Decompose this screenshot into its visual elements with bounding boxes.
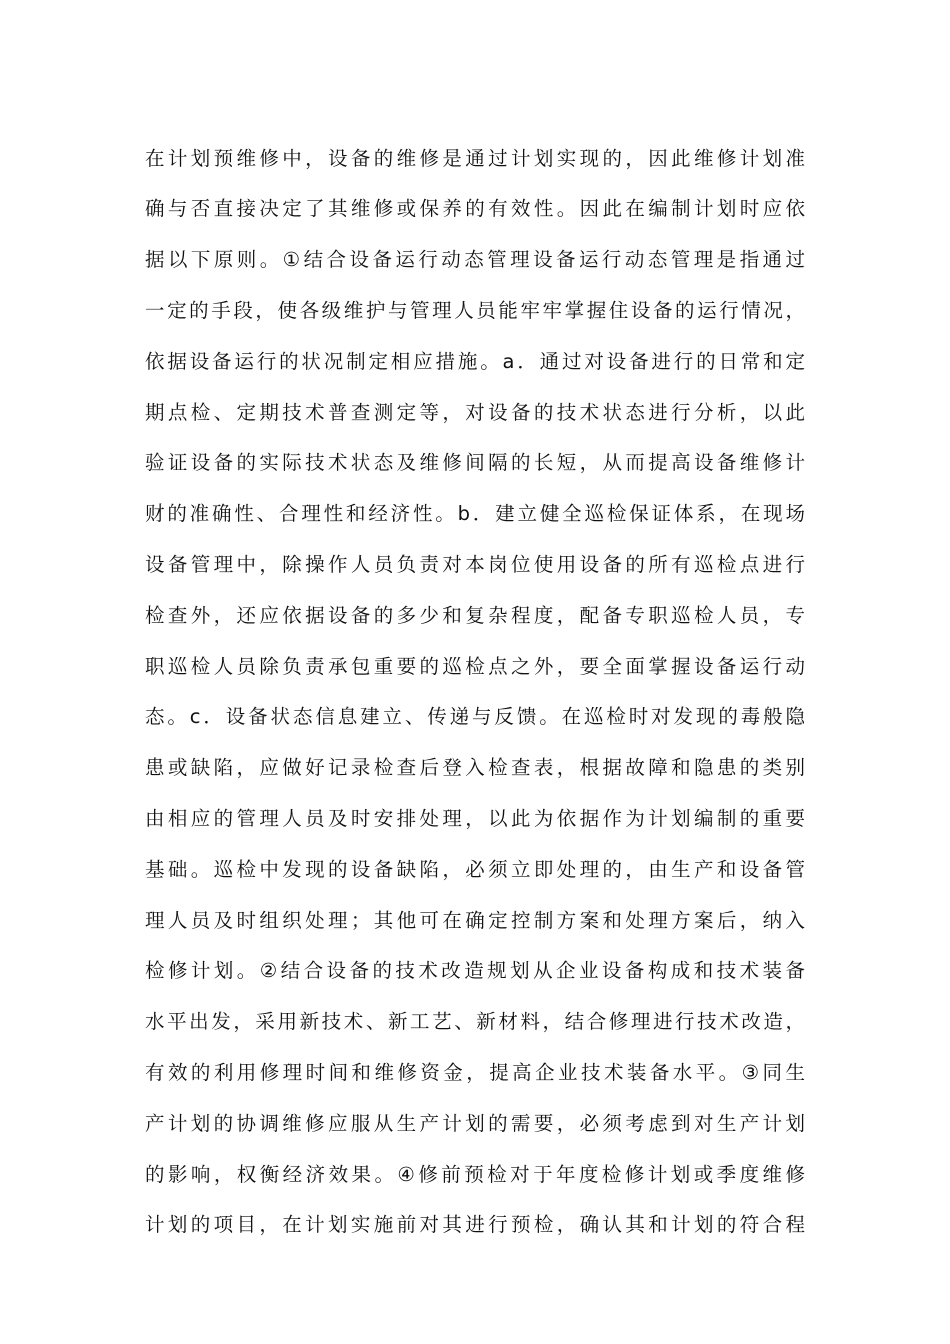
text-line: 期点检、定期技术普查测定等，对设备的技术状态进行分析，以此 <box>145 400 805 424</box>
text-line: 态。c．设备状态信息建立、传递与反馈。在巡检时对发现的毒般隐 <box>145 705 805 729</box>
text-line: 一定的手段，使各级维护与管理人员能牢牢掌握住设备的运行情况， <box>145 299 805 323</box>
text-line: 基础。巡检中发现的设备缺陷，必须立即处理的，由生产和设备管 <box>145 857 805 881</box>
text-line: 检查外，还应依据设备的多少和复杂程度，配备专职巡检人员，专 <box>145 603 805 627</box>
text-line: 有效的利用修理时间和维修资金，提高企业技术装备水平。③同生 <box>145 1060 805 1084</box>
text-line: 由相应的管理人员及时安排处理，以此为依据作为计划编制的重要 <box>145 807 805 830</box>
body-text <box>145 133 805 1251</box>
text-line: 财的准确性、合理性和经济性。b．建立健全巡检保证体系，在现场 <box>145 502 805 526</box>
text-line: 的影响，权衡经济效果。④修前预检对于年度检修计划或季度维修 <box>145 1162 805 1186</box>
text-line: 水平出发，采用新技术、新工艺、新材料，结合修理进行技术改造， <box>145 1010 805 1034</box>
text-line: 检修计划。②结合设备的技术改造规划从企业设备构成和技术装备 <box>145 959 805 983</box>
text-line: 患或缺陷，应做好记录检查后登入检查表，根据故障和隐患的类别 <box>145 756 805 780</box>
text-line: 理人员及时组织处理；其他可在确定控制方案和处理方案后，纳入 <box>145 908 805 932</box>
text-line: 职巡检人员除负责承包重要的巡检点之外，要全面掌握设备运行动 <box>145 654 805 678</box>
text-line: 产计划的协调维修应服从生产计划的需要，必须考虑到对生产计划 <box>145 1111 805 1135</box>
text-line: 据以下原则。①结合设备运行动态管理设备运行动态管理是指通过 <box>145 248 805 272</box>
text-line: 依据设备运行的状况制定相应措施。a．通过对设备进行的日常和定 <box>145 349 805 373</box>
text-line: 设备管理中，除操作人员负责对本岗位使用设备的所有巡检点进行 <box>145 553 805 577</box>
text-line: 计划的项目，在计划实施前对其进行预检，确认其和计划的符合程 <box>145 1213 805 1237</box>
text-line: 验证设备的实际技术状态及维修间隔的长短，从而提高设备维修计 <box>145 451 805 475</box>
text-line: 确与否直接决定了其维修或保养的有效性。因此在编制计划时应依 <box>145 197 805 221</box>
text-line: 在计划预维修中，设备的维修是通过计划实现的，因此维修计划准 <box>145 146 805 170</box>
